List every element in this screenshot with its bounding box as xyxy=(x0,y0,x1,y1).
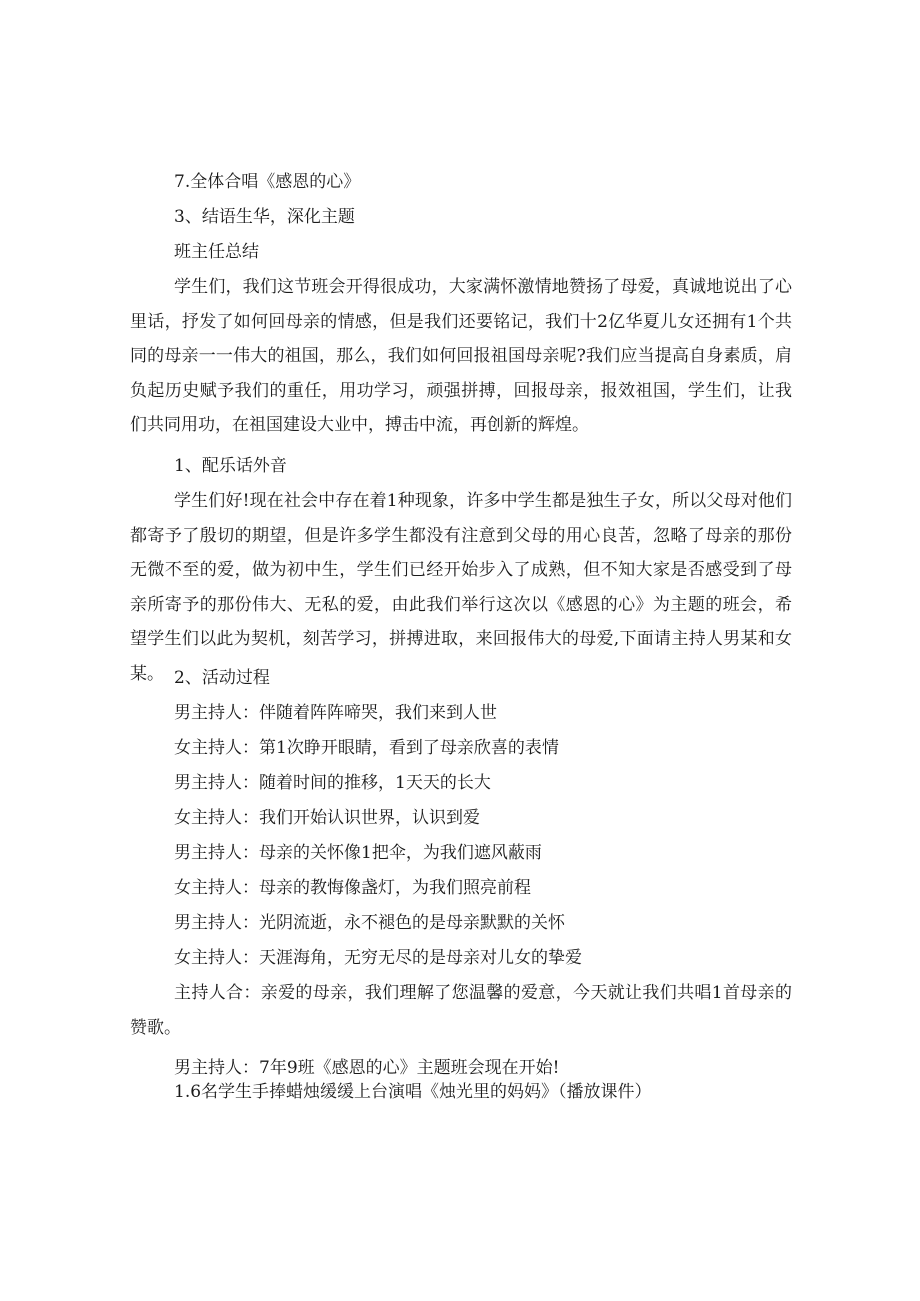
section-heading-conclusion: 3、结语生华，深化主题 xyxy=(174,207,355,227)
dialogue-line: 男主持人：母亲的关怀像1把伞，为我们遮风蔽雨 xyxy=(174,843,542,863)
dialogue-line: 男主持人：伴随着阵阵啼哭，我们来到人世 xyxy=(174,703,497,723)
dialogue-line: 女主持人：第1次睁开眼睛，看到了母亲欣喜的表情 xyxy=(174,738,559,758)
item-candle-song: 1.6名学生手捧蜡烛缓缓上台演唱《烛光里的妈妈》（播放课件） xyxy=(174,1082,652,1102)
paragraph-voiceover: 学生们好!现在社会中存在着1种现象，许多中学生都是独生子女，所以父母对他们都寄予了殷切的期望，但是许多学生都没有注意到父母的用心良苦，忽略了母亲的那份无微不至的爱，做为初中生，学生们已经开始步入了成熟，但不知大家是否感受到了母亲所寄予的那份伟大、无私的爱，由此我们举行这次以《感恩的心》为主题的班会，希望学生们以此为契机，刻苦学习，拼搏进取，来回报伟大的母爱,下面请主持人男某和女某。 xyxy=(130,491,792,684)
opening-announcement: 男主持人：7年9班《感恩的心》主题班会现在开始! xyxy=(174,1058,560,1078)
dialogue-line: 女主持人：母亲的教悔像盏灯，为我们照亮前程 xyxy=(174,878,531,898)
dialogue-line: 女主持人：天涯海角，无穷无尽的是母亲对儿女的挚爱 xyxy=(174,948,582,968)
dialogue-line: 女主持人：我们开始认识世界，认识到爱 xyxy=(174,808,480,828)
section-heading-voiceover: 1、配乐话外音 xyxy=(174,456,287,476)
paragraph-hosts-together: 主持人合：亲爱的母亲，我们理解了您温馨的爱意，今天就让我们共唱1首母亲的赞歌。 xyxy=(130,983,792,1038)
paragraph-teacher-summary: 学生们，我们这节班会开得很成功，大家满怀激情地赞扬了母爱，真诚地说出了心里话，抒发了如何回母亲的情感，但是我们还要铭记，我们十2亿华夏儿女还拥有1个共同的母亲一一伟大的祖国，那么，我们如何回报祖国母亲呢?我们应当提高自身素质，肩负起历史赋予我们的重任，用功学习，顽强拼搏，回报母亲，报效祖国，学生们，让我们共同用功，在祖国建设大业中，搏击中流，再创新的辉煌。 xyxy=(130,277,792,435)
item-chorus: 7.全体合唱《感恩的心》 xyxy=(174,172,361,192)
section-heading-activity: 2、活动过程 xyxy=(174,668,270,688)
dialogue-line: 男主持人：光阴流逝，永不褪色的是母亲默默的关怀 xyxy=(174,913,565,933)
dialogue-line: 男主持人：随着时间的推移，1天天的长大 xyxy=(174,773,491,793)
subheading-teacher-summary: 班主任总结 xyxy=(174,242,259,262)
